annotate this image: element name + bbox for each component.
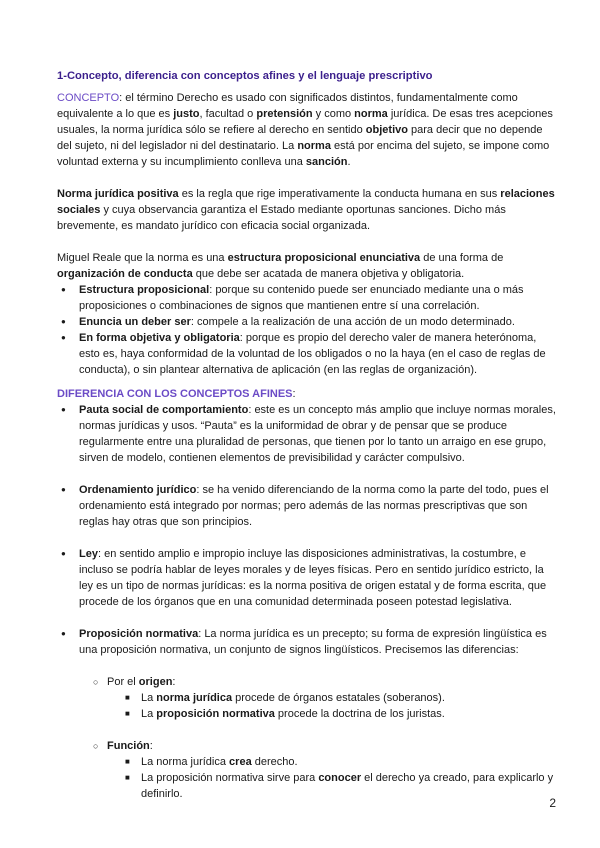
list-item-ordenamiento: ● Ordenamiento jurídico: se ha venido diferenciando de la norma como la parte del todo, pues el ordenamiento está integrado por normas; pero además de las normas prescriptivas que son reglas hay otras que son principios. [57,482,557,530]
document-page [57,70,557,802]
norma-positiva-paragraph: Norma jurídica positiva es la regla que rige imperativamente la conducta humana en sus relaciones sociales y cuya observancia garantiza el Estado mediante oportunas sanciones. Dicho más brevemente, es mandato jurídico con eficacia social organizada. [57,188,555,232]
list-item: ■ La proposición normativa sirve para conocer el derecho ya creado, para explicarlo y definirlo. [125,770,557,802]
list-item-proposicion: ● Proposición normativa: La norma jurídica es un precepto; su forma de expresión lingüística es una proposición normativa, un conjunto de signos lingüísticos. Precisemos las diferencias: [57,626,557,658]
origen-list [57,674,557,722]
list-item-pauta: ● Pauta social de comportamiento: este es un concepto más amplio que incluye normas morales, normas jurídicas y usos. “Pauta” es la uniformidad de obrar y de pensar que se produce regularmente entre una pluralidad de personas, que tienen por lo tanto un arraigo en ese grupo, sirven de modelo, contienen elementos de previsibilidad y carácter compulsivo. [57,402,557,466]
list-item: ■ La proposición normativa procede la doctrina de los juristas. [125,706,557,722]
concepto-paragraph: CONCEPTO: el término Derecho es usado con significados distintos, fundamentalmente como equivalente a lo que es justo, facultad o pretensión y como norma jurídica. De esas tres acepciones usuales, la norma jurídica sólo se refiere al derecho en sentido objetivo para decir que no depende del sujeto, ni del legislador ni del destinatario. La norma está por encima del sujeto, se impone como voluntad externa y su incumplimiento conlleva una sanción. [57,92,553,168]
list-item-ley: ● Ley: en sentido amplio e impropio incluye las disposiciones administrativas, la costumbre, e incluso se podría hablar de leyes morales y de leyes físicas. Pero en sentido jurídico estricto, la ley es un tipo de normas jurídicas: es la norma positiva de origen estatal y de forma escrita, que procede de los órganos que en una comunidad determinada poseen potestad legislativa. [57,546,557,610]
reale-paragraph: Miguel Reale que la norma es una estructura proposicional enunciativa de una forma de organización de conducta que debe ser acatada de manera objetiva y obligatoria. [57,252,504,280]
list-item: ■ La norma jurídica procede de órganos estatales (soberanos). [125,690,557,706]
section-title: 1-Concepto, diferencia con conceptos afines y el lenguaje prescriptivo [57,70,433,82]
list-item: ● En forma objetiva y obligatoria: porque es propio del derecho valer de manera heterónoma, esto es, haya conformidad de la voluntad de los obligados o no la haya (en el caso de reglas de conducta), o sin plantear alternativa de aplicación (en las reglas de organización). [57,330,557,378]
list-item-funcion: ○ Función: ■ La norma jurídica crea derecho. ■ La proposición normativa sirve para conocer el derecho ya creado, para explicarlo y definirlo. [93,738,557,802]
page-number: 2 [549,796,556,810]
concepto-label: CONCEPTO [57,92,120,104]
reale-list [57,282,557,378]
list-item-origen: ○ Por el origen: ■ La norma jurídica procede de órganos estatales (soberanos). ■ La proposición normativa procede la doctrina de los juristas. [93,674,557,722]
list-item: ■ La norma jurídica crea derecho. [125,754,557,770]
diferencia-heading: DIFERENCIA CON LOS CONCEPTOS AFINES: [57,388,296,400]
funcion-list [57,738,557,802]
list-item: ● Enuncia un deber ser: compele a la realización de una acción de un modo determinado. [57,314,557,330]
diferencia-list [57,402,557,466]
list-item: ● Estructura proposicional: porque su contenido puede ser enunciado mediante una o más proposiciones o combinaciones de signos que mantienen entre sí una correlación. [57,282,557,314]
